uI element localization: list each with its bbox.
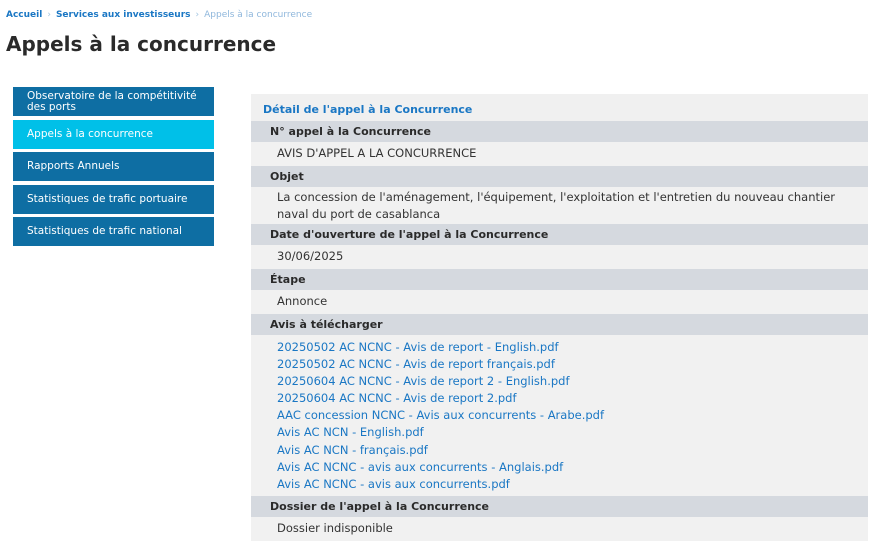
file-download-link[interactable]: AAC concession NCNC - Avis aux concurrents - Arabe.pdf: [277, 408, 605, 423]
sidebar-item-label: Rapports Annuels: [27, 160, 120, 172]
dossier-value: Dossier indisponible: [251, 517, 868, 541]
breadcrumb: [6, 9, 312, 21]
date-label: Date d'ouverture de l'appel à la Concurrence: [251, 224, 868, 245]
objet-label: Objet: [251, 166, 868, 187]
sidebar-item-rapports-annuels[interactable]: [13, 152, 214, 181]
file-download-link[interactable]: 20250502 AC NCNC - Avis de report français.pdf: [277, 357, 555, 372]
date-value: 30/06/2025: [251, 245, 868, 269]
breadcrumb-current: Appels à la concurrence: [204, 10, 313, 20]
file-download-link[interactable]: Avis AC NCNC - avis aux concurrents.pdf: [277, 476, 510, 491]
breadcrumb-section-link[interactable]: Services aux investisseurs: [55, 10, 191, 20]
etape-label: Étape: [251, 269, 868, 290]
numero-label: N° appel à la Concurrence: [251, 121, 868, 142]
file-download-link[interactable]: Avis AC NCNC - avis aux concurrents - Anglais.pdf: [277, 459, 564, 474]
file-download-link[interactable]: Avis AC NCN - français.pdf: [277, 442, 428, 457]
file-list: [251, 335, 868, 496]
objet-value: La concession de l'aménagement, l'équipement, l'exploitation et l'entretien du nouveau chantier naval du port de casablanca: [251, 187, 868, 224]
file-download-link[interactable]: Avis AC NCN - English.pdf: [277, 425, 424, 440]
sidebar-item-appels-concurrence[interactable]: [13, 120, 214, 149]
breadcrumb-separator: ›: [47, 10, 51, 20]
sidebar-item-trafic-portuaire[interactable]: [13, 185, 214, 214]
breadcrumb-separator: ›: [195, 10, 200, 20]
sidebar-item-observatoire[interactable]: [13, 87, 214, 116]
dossier-label: Dossier de l'appel à la Concurrence: [251, 496, 868, 517]
sidebar-item-label: Statistiques de trafic national: [27, 225, 182, 237]
sidebar-item-label: Appels à la concurrence: [27, 127, 154, 140]
sidebar-item-label: Statistiques de trafic portuaire: [27, 192, 188, 205]
file-download-link[interactable]: 20250502 AC NCNC - Avis de report - English.pdf: [277, 340, 559, 354]
file-download-link[interactable]: 20250604 AC NCNC - Avis de report 2.pdf: [277, 391, 517, 406]
sidebar-item-label: Observatoire de la compétitivité des ports: [27, 89, 197, 113]
detail-panel: [251, 94, 868, 541]
page-title: Appels à la concurrence: [6, 32, 277, 56]
sidebar-item-trafic-national[interactable]: [13, 217, 214, 246]
file-download-link[interactable]: 20250604 AC NCNC - Avis de report 2 - English.pdf: [277, 374, 570, 389]
etape-value: Annonce: [251, 290, 868, 314]
sidebar-nav: [13, 87, 214, 250]
files-label: Avis à télécharger: [251, 314, 868, 335]
detail-heading: Détail de l'appel à la Concurrence: [251, 94, 868, 121]
numero-value: AVIS D'APPEL A LA CONCURRENCE: [251, 142, 868, 166]
breadcrumb-home-link[interactable]: Accueil: [6, 10, 43, 20]
